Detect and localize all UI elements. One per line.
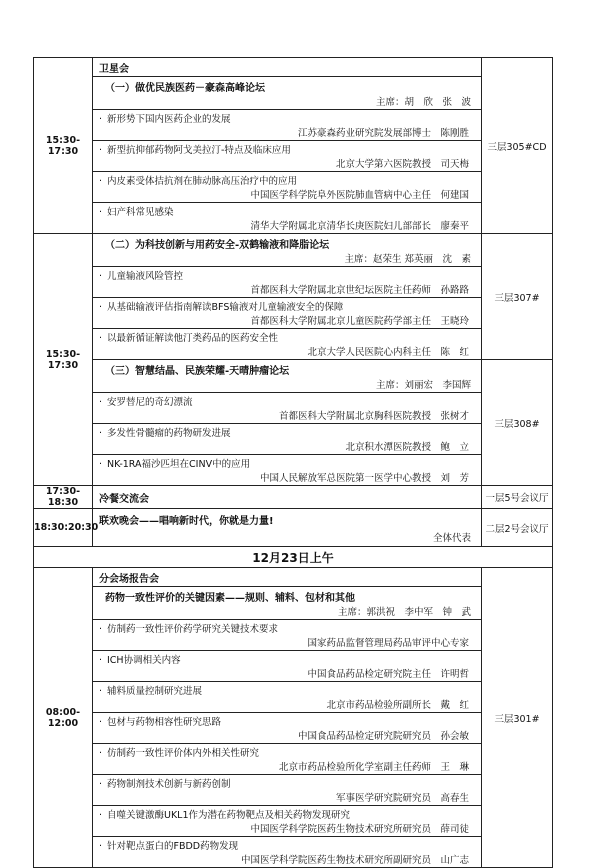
event-title: 冷餐交流会 <box>99 493 149 505</box>
room-cell: 三层305#CD <box>482 58 553 234</box>
talk-item: · 仿制药一致性评价体内外相关性研究 北京市药品检验所化学室副主任药师 王 琳 <box>93 744 481 775</box>
talk-speaker: 北京市药品检验所化学室副主任药师 王 琳 <box>278 762 469 773</box>
forum-title: （三）智慧结晶、民族荣耀-天晴肿瘤论坛 <box>105 366 290 377</box>
talk-title: 多发性骨髓瘤的药物研发进展 <box>107 428 231 439</box>
time-cell: 08:00-12:00 <box>34 568 93 868</box>
talk-item: · 自噬关键激酶UKL1作为潜在药物靶点及相关药物发现研究 中国医学科学院医药生物技术研究所研究员 薛司徒 <box>93 806 481 837</box>
talk-speaker: 中国食品药品检定研究院主任 许明哲 <box>307 669 469 680</box>
room-cell: 三层301# <box>482 568 553 868</box>
talk-speaker: 中国医学科学院阜外医院肺血管病中心主任 何建国 <box>250 190 469 201</box>
chair-line: 主席：刘丽宏 李国辉 <box>93 377 481 393</box>
talk-item: · 内皮素受体拮抗剂在肺动脉高压治疗中的应用 中国医学科学院阜外医院肺血管病中心主任 何建国 <box>93 172 481 203</box>
talk-item: · 针对靶点蛋白的FBDD药物发现 中国医学科学院医药生物技术研究所副研究员 山广志 <box>93 837 481 867</box>
talk-title: 辅料质量控制研究进展 <box>107 686 203 697</box>
talk-speaker: 北京大学人民医院心内科主任 陈 红 <box>307 347 469 358</box>
talk-item: · 安罗替尼的奇幻漂流 首都医科大学附属北京胸科医院教授 张树才 <box>93 393 481 424</box>
talk-speaker: 首都医科大学附属北京世纪坛医院主任药师 孙路路 <box>250 285 469 296</box>
forum-title: （一）做优民族医药－豪森高峰论坛 <box>105 83 265 94</box>
chair-line: 主席：胡 欣 张 波 <box>93 94 481 110</box>
section-title: 分会场报告会 <box>93 568 481 587</box>
talk-item: · 仿制药一致性评价药学研究关键技术要求 国家药品监督管理局药品审评中心专家 <box>93 620 481 651</box>
talk-speaker: 北京大学第六医院教授 司天梅 <box>335 159 469 170</box>
talk-title: NK-1RA福沙匹坦在CINV中的应用 <box>107 459 251 470</box>
talk-speaker: 军事医学研究院研究员 高春生 <box>335 793 469 804</box>
talk-item: · 妇产科常见感染 清华大学附属北京清华长庚医院妇儿部部长 廖秦平 <box>93 203 481 233</box>
forum-title: （二）为科技创新与用药安全-双鹤输液和降脂论坛 <box>105 240 330 251</box>
talk-title: 仿制药一致性评价药学研究关键技术要求 <box>107 624 279 635</box>
talk-speaker: 北京积水潭医院教授 鲍 立 <box>345 442 469 453</box>
talk-speaker: 江苏豪森药业研究院发展部博士 陈刚胜 <box>297 128 469 139</box>
talk-speaker: 清华大学附属北京清华长庚医院妇儿部部长 廖秦平 <box>250 221 469 232</box>
schedule-row-forum-2 <box>34 234 553 360</box>
date-header: 12月23日上午 <box>34 547 553 568</box>
talk-item: · 辅料质量控制研究进展 北京市药品检验所副所长 戴 红 <box>93 682 481 713</box>
talk-title: 自噬关键激酶UKL1作为潜在药物靶点及相关药物发现研究 <box>107 810 351 821</box>
schedule-row-session <box>34 568 553 868</box>
talk-speaker: 中国人民解放军总医院第一医学中心教授 刘 芳 <box>259 473 469 484</box>
talk-item: · 儿童输液风险管控 首都医科大学附属北京世纪坛医院主任药师 孙路路 <box>93 267 481 298</box>
chair-line: 主席：赵荣生 郑英丽 沈 素 <box>93 251 481 267</box>
talk-title: 药物制剂技术创新与新药创制 <box>107 779 231 790</box>
talk-title: 针对靶点蛋白的FBDD药物发现 <box>107 841 239 852</box>
talk-title: 新型抗抑郁药物阿戈美拉汀-特点及临床应用 <box>107 145 291 156</box>
talk-item: · NK-1RA福沙匹坦在CINV中的应用 中国人民解放军总医院第一医学中心教授 刘 芳 <box>93 455 481 485</box>
talk-item: · 从基础输液评估指南解读BFS输液对儿童输液安全的保障 首都医科大学附属北京儿童医院药学部主任 王晓玲 <box>93 298 481 329</box>
talk-title: 内皮素受体拮抗剂在肺动脉高压治疗中的应用 <box>107 176 298 187</box>
talk-title: 妇产科常见感染 <box>107 207 174 218</box>
schedule-row-gala <box>34 509 553 547</box>
talk-title: 以最新循证解读他汀类药品的医药安全性 <box>107 333 279 344</box>
talk-title: 新形势下国内医药企业的发展 <box>107 114 231 125</box>
talk-title: 包材与药物相容性研究思路 <box>107 717 222 728</box>
room-cell: 三层308# <box>482 360 553 486</box>
talk-item: · 多发性骨髓瘤的药物研发进展 北京积水潭医院教授 鲍 立 <box>93 424 481 455</box>
event-title: 联欢晚会——唱响新时代，你就是力量! <box>99 516 274 527</box>
schedule-row-satellite-1 <box>34 58 553 234</box>
talk-title: 从基础输液评估指南解读BFS输液对儿童输液安全的保障 <box>107 302 344 313</box>
talk-speaker: 国家药品监督管理局药品审评中心专家 <box>307 638 469 649</box>
talk-speaker: 首都医科大学附属北京儿童医院药学部主任 王晓玲 <box>250 316 469 327</box>
schedule-table <box>33 57 553 868</box>
time-cell: 15:30-17:30 <box>34 58 93 234</box>
talk-title: 安罗替尼的奇幻漂流 <box>107 397 193 408</box>
talk-item: · 新型抗抑郁药物阿戈美拉汀-特点及临床应用 北京大学第六医院教授 司天梅 <box>93 141 481 172</box>
chair-line: 主席：郭洪祝 李中军 钟 武 <box>93 604 481 620</box>
talk-speaker: 中国医学科学院医药生物技术研究所研究员 薛司徒 <box>250 824 469 835</box>
talk-item: · 包材与药物相容性研究思路 中国食品药品检定研究院研究员 孙会敏 <box>93 713 481 744</box>
room-cell: 二层2号会议厅 <box>482 509 553 547</box>
talk-speaker: 首都医科大学附属北京胸科医院教授 张树才 <box>278 411 469 422</box>
session-title: 药物一致性评价的关键因素——规则、辅料、包材和其他 <box>105 593 355 604</box>
time-cell: 17:30-18:30 <box>34 486 93 509</box>
time-cell: 18:30:20:30 <box>34 509 93 547</box>
schedule-row-forum-3 <box>34 360 553 486</box>
room-cell: 一层5号会议厅 <box>482 486 553 509</box>
section-title: 卫星会 <box>93 58 481 77</box>
talk-title: 儿童输液风险管控 <box>107 271 184 282</box>
talk-title: ICH协调相关内容 <box>107 655 181 666</box>
attendees-note: 全体代表 <box>432 533 471 544</box>
schedule-row-buffet <box>34 486 553 509</box>
talk-item: · 药物制剂技术创新与新药创制 军事医学研究院研究员 高春生 <box>93 775 481 806</box>
talk-speaker: 中国医学科学院医药生物技术研究所副研究员 山广志 <box>240 855 469 866</box>
talk-item: · 新形势下国内医药企业的发展 江苏豪森药业研究院发展部博士 陈刚胜 <box>93 110 481 141</box>
time-cell: 15:30-17:30 <box>34 234 93 486</box>
talk-speaker: 中国食品药品检定研究院研究员 孙会敏 <box>297 731 469 742</box>
talk-item: · 以最新循证解读他汀类药品的医药安全性 北京大学人民医院心内科主任 陈 红 <box>93 329 481 359</box>
room-cell: 三层307# <box>482 234 553 360</box>
date-header-row <box>34 547 553 568</box>
talk-item: · ICH协调相关内容 中国食品药品检定研究院主任 许明哲 <box>93 651 481 682</box>
talk-speaker: 北京市药品检验所副所长 戴 红 <box>326 700 469 711</box>
talk-title: 仿制药一致性评价体内外相关性研究 <box>107 748 260 759</box>
